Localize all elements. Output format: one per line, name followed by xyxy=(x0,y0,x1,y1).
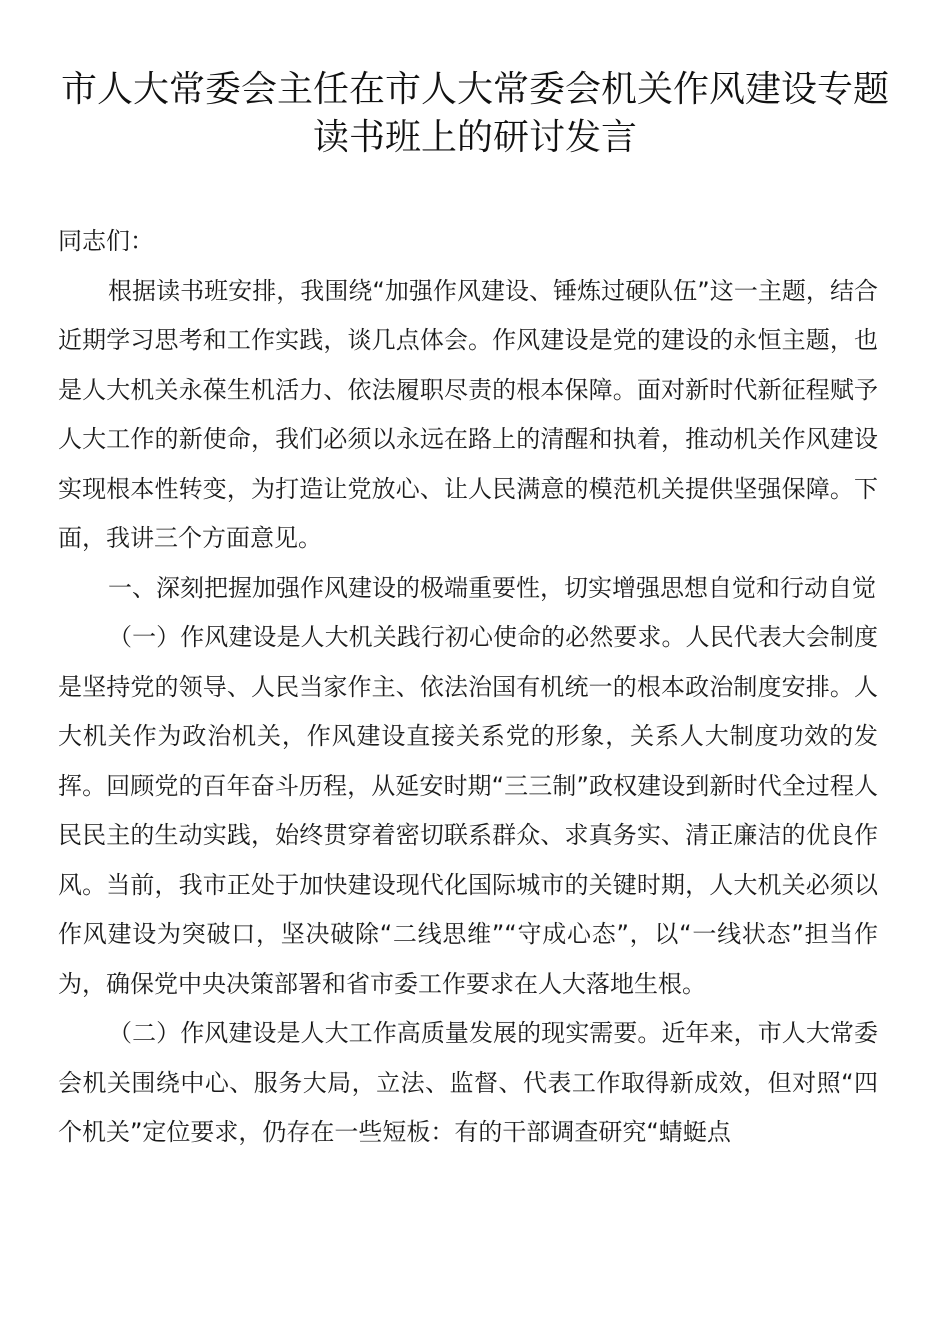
salutation: 同志们： xyxy=(58,227,154,255)
title-line-2: 读书班上的研讨发言 xyxy=(312,117,637,158)
paragraph-point-1: （一）作风建设是人大机关践行初心使命的必然要求。人民代表大会制度是坚持党的领导、人民当家作主、依法治国有机统一的根本政治制度安排。人大机关作为政治机关，作风建设直接关系党的形象，关系人大制度功效的发挥。回顾党的百年奋斗历程，从延安时期“三三制”政权建设到新时代全过程人民民主的生动实践，始终贯穿着密切联系群众、求真务实、清正廉洁的优良作风。当前，我市正处于加快建设现代化国际城市的关键时期，人大机关必须以作风建设为突破口，坚决破除“二线思维”“守成心态”，以“一线状态”担当作为，确保党中央决策部署和省市委工作要求在人大落地生根。 xyxy=(58,623,878,998)
document-body xyxy=(58,217,878,1158)
paragraph-intro: 根据读书班安排，我围绕“加强作风建设、锤炼过硬队伍”这一主题，结合近期学习思考和工作实践，谈几点体会。作风建设是党的建设的永恒主题，也是人大机关永葆生机活力、依法履职尽责的根本保障。面对新时代新征程赋予人大工作的新使命，我们必须以永远在路上的清醒和执着，推动机关作风建设实现根本性转变，为打造让党放心、让人民满意的模范机关提供坚强保障。下面，我讲三个方面意见。 xyxy=(58,276,878,552)
title-line-1: 市人大常委会主任在市人大常委会机关作风建设专题 xyxy=(60,69,889,110)
document-title xyxy=(40,66,910,162)
paragraph-point-2: （二）作风建设是人大工作高质量发展的现实需要。近年来，市人大常委会机关围绕中心、服务大局，立法、监督、代表工作取得新成效，但对照“四个机关”定位要求，仍存在一些短板：有的干部调查研究“蜻蜓点 xyxy=(58,1019,878,1146)
section-heading-1: 一、深刻把握加强作风建设的极端重要性，切实增强思想自觉和行动自觉 xyxy=(108,573,876,602)
